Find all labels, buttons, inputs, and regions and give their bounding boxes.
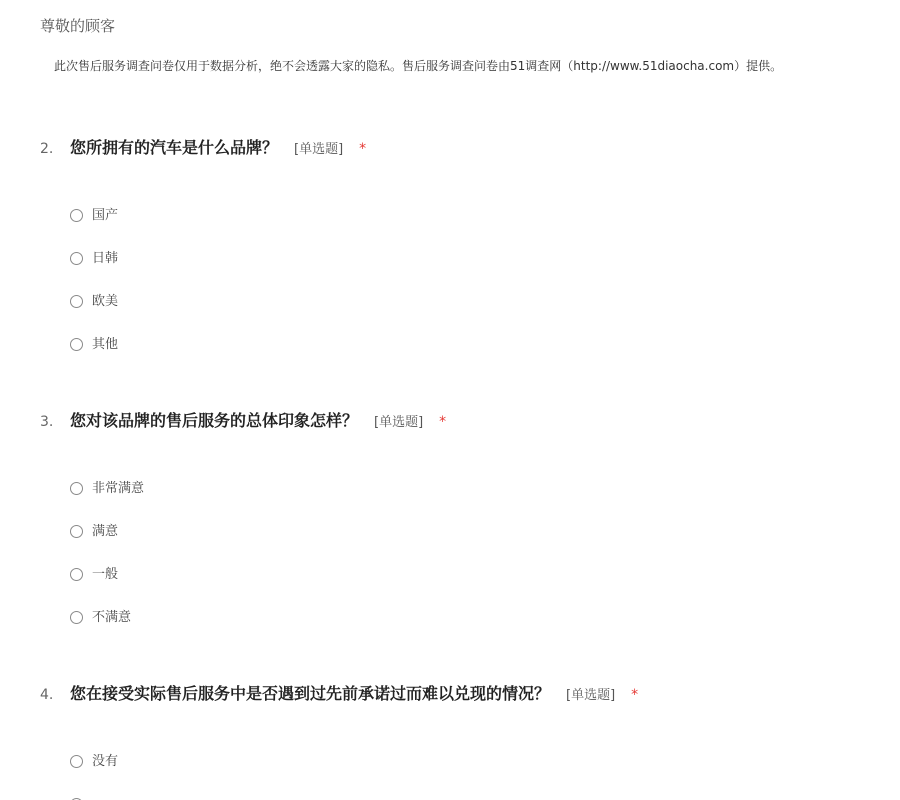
option-qita[interactable] bbox=[70, 323, 118, 366]
question-header bbox=[40, 681, 880, 703]
radio-button[interactable] bbox=[70, 755, 83, 768]
question-title: 您所拥有的汽车是什么品牌？ bbox=[70, 138, 279, 157]
radio-button[interactable] bbox=[70, 482, 83, 495]
question-type-tag: [单选题] bbox=[566, 688, 616, 703]
question-header bbox=[40, 408, 880, 430]
radio-button[interactable] bbox=[70, 525, 83, 538]
option-partially-visible[interactable] bbox=[70, 783, 118, 800]
option-none[interactable] bbox=[70, 740, 118, 783]
required-marker: * bbox=[439, 414, 447, 430]
option-label[interactable]: 没有 bbox=[92, 753, 119, 769]
options-list bbox=[70, 467, 144, 639]
question-number: 3. bbox=[40, 414, 54, 430]
radio-button[interactable] bbox=[70, 295, 83, 308]
question-title: 您对该品牌的售后服务的总体印象怎样？ bbox=[70, 411, 359, 430]
option-label[interactable]: 日韩 bbox=[92, 250, 119, 266]
option-guochan[interactable] bbox=[70, 194, 118, 237]
question-number: 2. bbox=[40, 141, 54, 157]
radio-button[interactable] bbox=[70, 568, 83, 581]
option-satisfied[interactable] bbox=[70, 510, 144, 553]
option-oumei[interactable] bbox=[70, 280, 118, 323]
radio-button[interactable] bbox=[70, 252, 83, 265]
option-label[interactable]: 其他 bbox=[92, 336, 119, 352]
required-marker: * bbox=[359, 141, 367, 157]
option-label[interactable]: 欧美 bbox=[92, 293, 119, 309]
option-very-satisfied[interactable] bbox=[70, 467, 144, 510]
option-label[interactable]: 国产 bbox=[92, 207, 119, 223]
greeting-heading: 尊敬的顾客 bbox=[40, 17, 116, 35]
options-list bbox=[70, 194, 118, 366]
question-type-tag: [单选题] bbox=[374, 415, 424, 430]
option-label[interactable]: 不满意 bbox=[92, 609, 132, 625]
radio-button[interactable] bbox=[70, 611, 83, 624]
option-label[interactable]: 一般 bbox=[92, 566, 119, 582]
option-rihan[interactable] bbox=[70, 237, 118, 280]
required-marker: * bbox=[631, 687, 639, 703]
question-type-tag: [单选题] bbox=[294, 142, 344, 157]
intro-text: 此次售后服务调查问卷仅用于数据分析，绝不会透露大家的隐私。售后服务调查问卷由51调查网（http://www.51diaocha.com）提供。 bbox=[54, 59, 783, 73]
option-label[interactable]: 满意 bbox=[92, 523, 119, 539]
option-dissatisfied[interactable] bbox=[70, 596, 144, 639]
question-3 bbox=[40, 408, 880, 625]
option-neutral[interactable] bbox=[70, 553, 144, 596]
radio-button[interactable] bbox=[70, 209, 83, 222]
question-header bbox=[40, 135, 880, 157]
question-4 bbox=[40, 681, 880, 769]
question-2 bbox=[40, 135, 880, 352]
options-list bbox=[70, 740, 118, 800]
question-title: 您在接受实际售后服务中是否遇到过先前承诺过而难以兑现的情况？ bbox=[70, 684, 551, 703]
radio-button[interactable] bbox=[70, 338, 83, 351]
option-label[interactable]: 非常满意 bbox=[92, 480, 145, 496]
question-number: 4. bbox=[40, 687, 54, 703]
